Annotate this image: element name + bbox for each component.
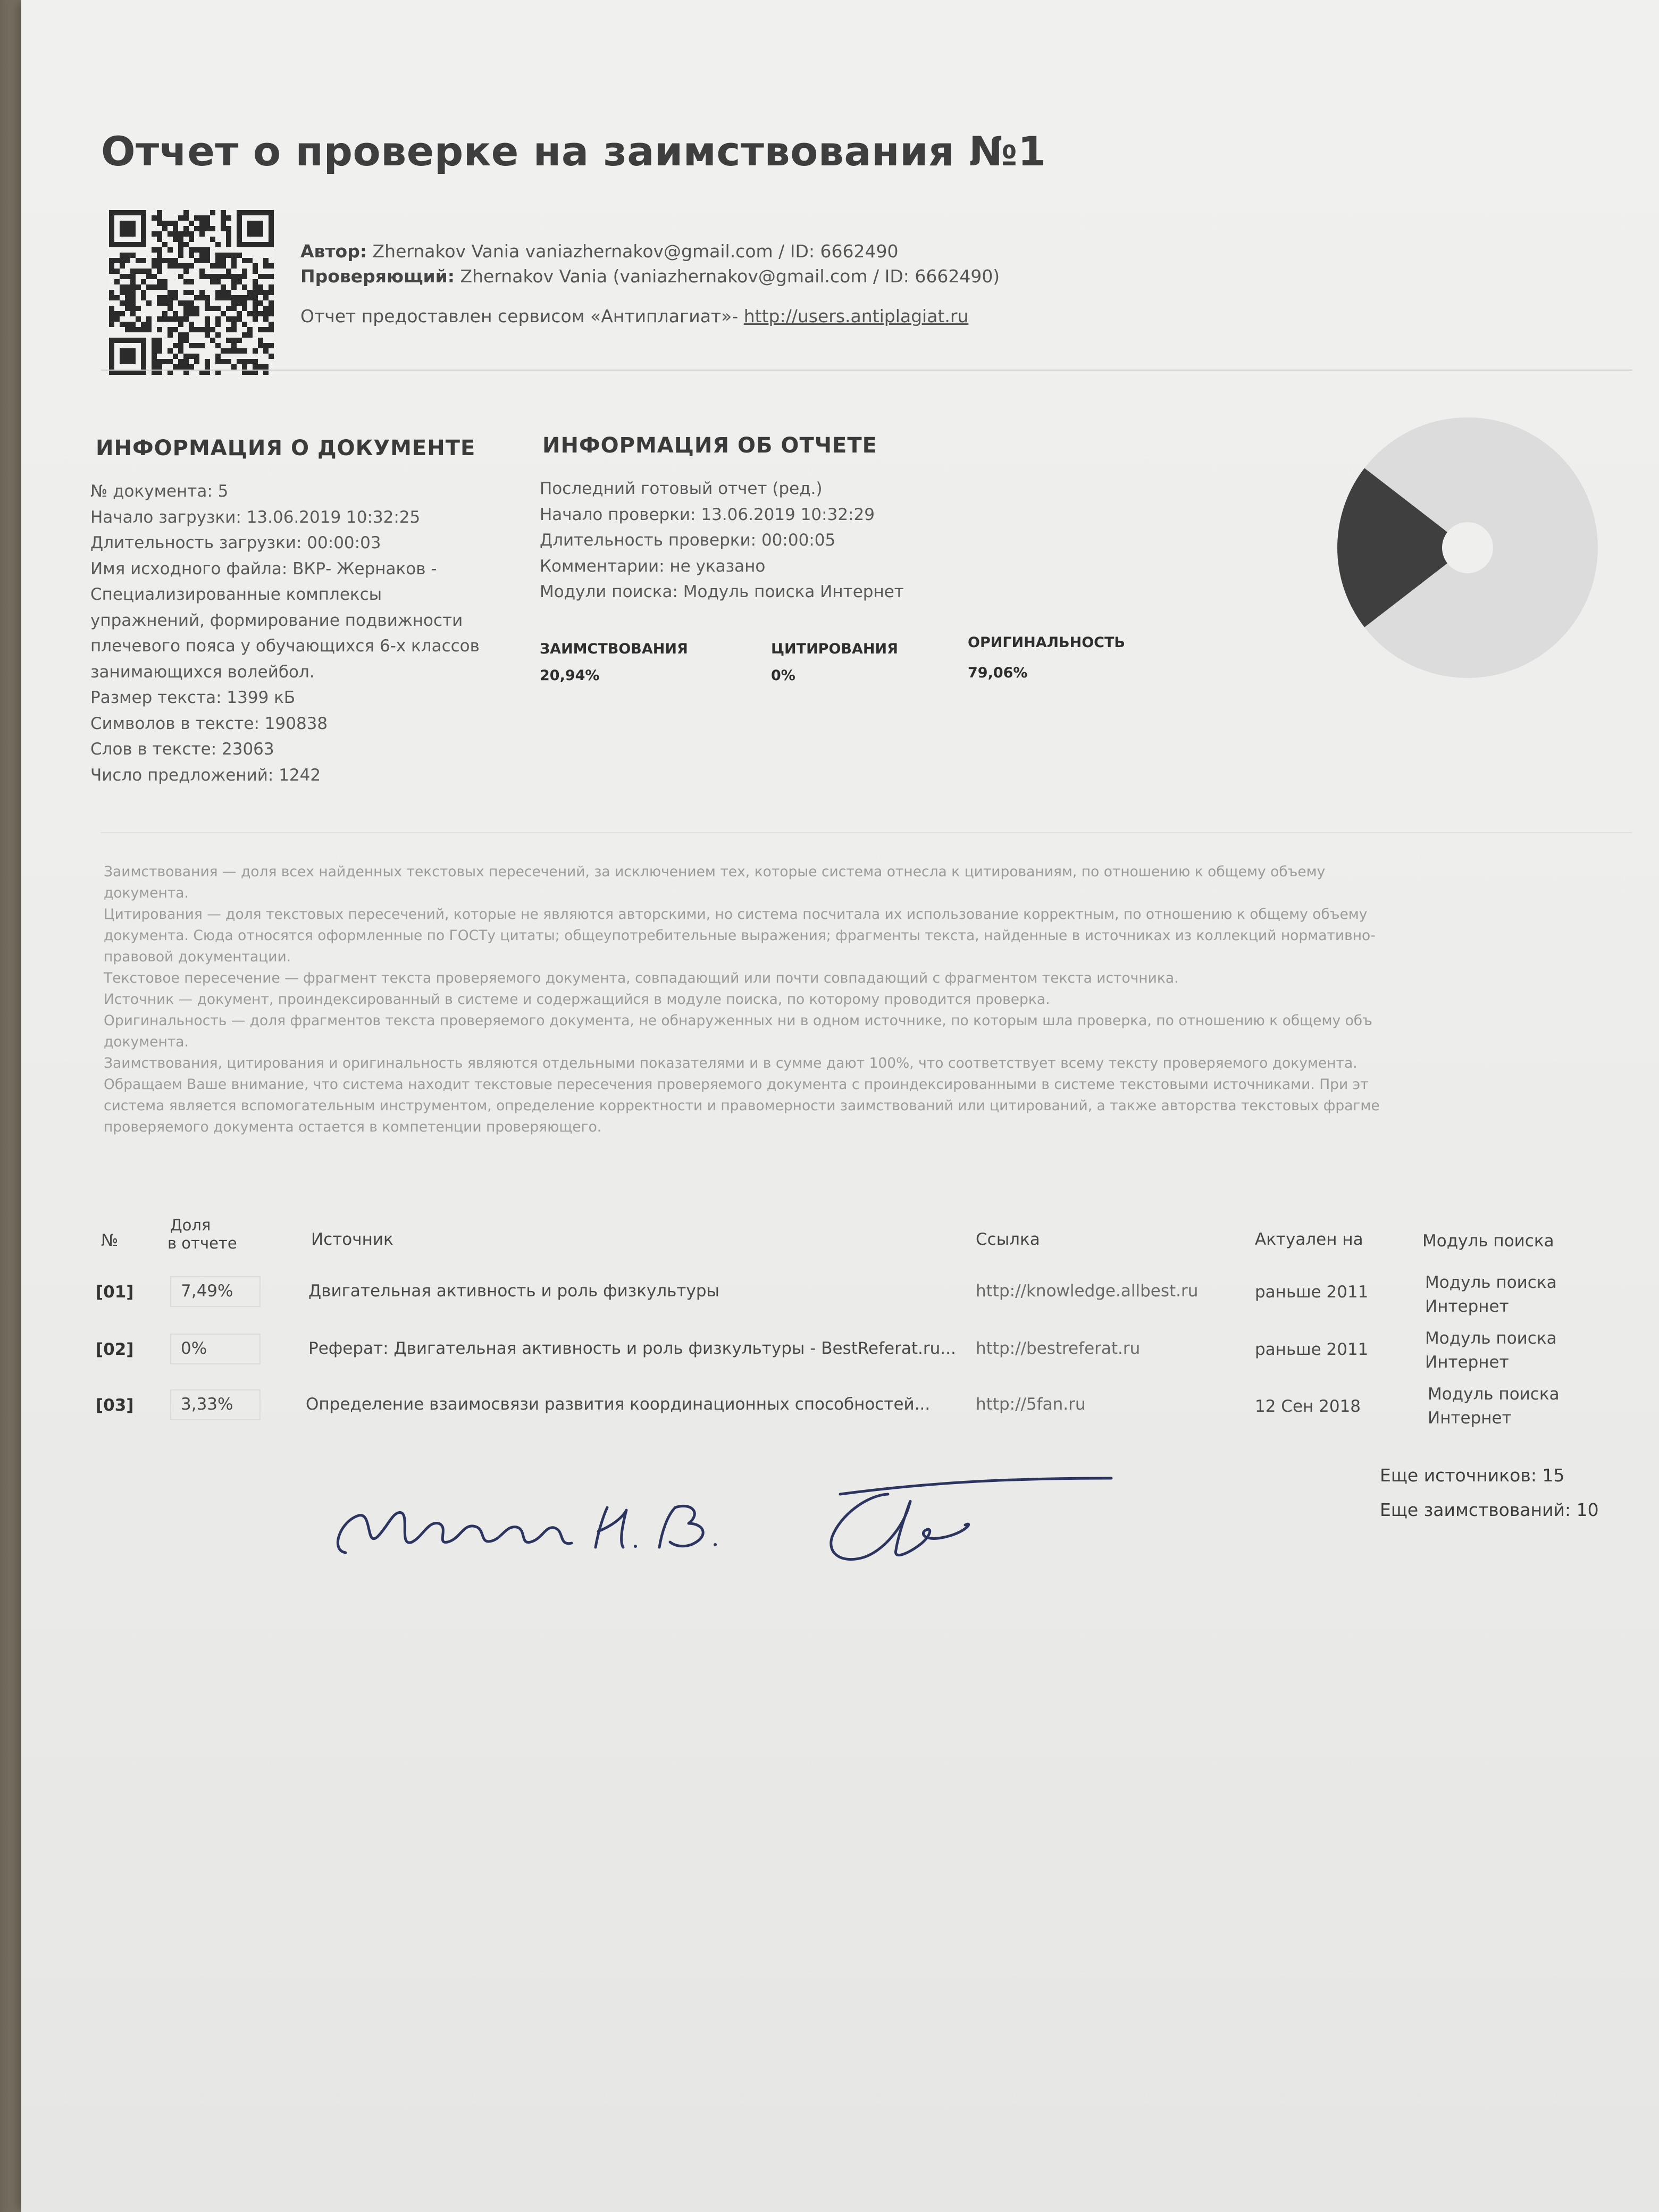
doc-info-list <box>90 479 480 788</box>
source-actual: 12 Сен 2018 <box>1255 1397 1361 1416</box>
source-title[interactable]: Реферат: Двигательная активность и роль физкультуры - BestReferat.ru... <box>308 1339 956 1358</box>
doc-info-heading: ИНФОРМАЦИЯ О ДОКУМЕНТЕ <box>96 436 476 460</box>
definitions-block <box>104 861 1630 1138</box>
provided-text: Отчет предоставлен сервисом «Антиплагиат»- <box>300 306 744 326</box>
divider <box>101 832 1632 833</box>
doc-info-line: Длительность загрузки: 00:00:03 <box>90 533 381 552</box>
report-info-line: Комментарии: не указано <box>540 556 766 576</box>
chart-hole <box>1442 522 1493 573</box>
doc-info-line: Символов в тексте: 190838 <box>90 714 328 733</box>
source-link[interactable]: http://5fan.ru <box>976 1395 1086 1414</box>
doc-info-line: Размер текста: 1399 кБ <box>90 688 296 707</box>
source-module <box>1428 1382 1560 1430</box>
source-module <box>1425 1327 1557 1375</box>
divider <box>101 370 1632 371</box>
originality-chart <box>1335 415 1601 681</box>
definition-line: Текстовое пересечение — фрагмент текста проверяемого документа, совпадающий или почти совпадающий с фрагментом текста источника. <box>104 970 1179 986</box>
qr-code <box>109 210 274 375</box>
checker-label: Проверяющий: <box>300 266 455 287</box>
definition-line: Заимствования, цитирования и оригинальность являются отдельными показателями и в сумме дают 100%, что соответствует всему тексту проверяемого документа. <box>104 1055 1358 1071</box>
definition-line: Оригинальность — доля фрагментов текста проверяемого документа, не обнаруженных ни в одном источнике, по которым шла проверка, по отношению к общему объ <box>104 1012 1372 1029</box>
source-id: [03] <box>96 1396 134 1415</box>
source-module-line: Интернет <box>1428 1409 1512 1428</box>
author-line <box>300 241 898 262</box>
source-link[interactable]: http://bestreferat.ru <box>976 1339 1141 1358</box>
source-actual: раньше 2011 <box>1255 1340 1369 1359</box>
source-module-line: Интернет <box>1425 1353 1509 1372</box>
col-header-actual: Актуален на <box>1255 1230 1363 1249</box>
definition-line: Обращаем Ваше внимание, что система находит текстовые пересечения проверяемого документа с проиндексированными в системе текстовыми источниками. При эт <box>104 1076 1369 1093</box>
report-title: Отчет о проверке на заимствования №1 <box>101 128 1046 175</box>
definition-line: Заимствования — доля всех найденных текстовых пересечений, за исключением тех, которые система отнесла к цитированиям, по отношению к общему объему <box>104 864 1326 880</box>
more-sources[interactable]: Еще источников: 15 <box>1380 1465 1565 1486</box>
borrowing-value: 20,94% <box>540 667 600 684</box>
col-header-link: Ссылка <box>976 1230 1040 1249</box>
author-label: Автор: <box>300 241 367 262</box>
col-header-source: Источник <box>311 1230 393 1249</box>
citation-value: 0% <box>771 667 795 684</box>
source-module-line: Модуль поиска <box>1425 1273 1557 1292</box>
col-header-share-line: Доля <box>170 1216 211 1234</box>
definition-line: документа. <box>104 885 189 901</box>
doc-info-line: плечевого пояса у обучающихся 6-х классов <box>90 636 480 656</box>
definition-line: правовой документации. <box>104 949 291 965</box>
citation-label: ЦИТИРОВАНИЯ <box>771 641 898 657</box>
report-info-line: Длительность проверки: 00:00:05 <box>540 531 836 550</box>
report-info-line: Последний готовый отчет (ред.) <box>540 479 823 498</box>
definition-line: Источник — документ, проиндексированный в системе и содержащийся в модуле поиска, по которому проводится проверка. <box>104 991 1050 1008</box>
originality-label: ОРИГИНАЛЬНОСТЬ <box>968 634 1125 651</box>
more-borrowings[interactable]: Еще заимствований: 10 <box>1380 1499 1599 1520</box>
service-link[interactable]: http://users.antiplagiat.ru <box>743 306 969 326</box>
report-info-line: Модули поиска: Модуль поиска Интернет <box>540 582 904 601</box>
source-share: 7,49% <box>181 1281 233 1301</box>
doc-info-line: упражнений, формирование подвижности <box>90 610 463 630</box>
definition-line: документа. <box>104 1034 189 1050</box>
col-header-share-line: в отчете <box>167 1234 237 1252</box>
definition-line: документа. Сюда относятся оформленные по ГОСТу цитаты; общеупотребительные выражения; фрагменты текста, найденные в источниках из коллекций нормативно- <box>104 927 1376 944</box>
definition-line: проверяемого документа остается в компетенции проверяющего. <box>104 1119 602 1135</box>
doc-info-line: Начало загрузки: 13.06.2019 10:32:25 <box>90 507 421 527</box>
doc-info-line: Специализированные комплексы <box>90 585 382 604</box>
doc-info-line: Слов в тексте: 23063 <box>90 740 274 759</box>
doc-info-line: Число предложений: 1242 <box>90 765 321 785</box>
definition-line: система является вспомогательным инструментом, определение корректности и правомерности заимствований или цитирований, а также авторства текстовых фрагме <box>104 1097 1380 1114</box>
source-module-line: Интернет <box>1425 1297 1509 1316</box>
provided-line <box>300 306 968 326</box>
doc-info-line: № документа: 5 <box>90 482 229 501</box>
originality-value: 79,06% <box>968 665 1028 681</box>
col-header-share <box>167 1216 237 1252</box>
source-share: 0% <box>181 1339 207 1358</box>
doc-info-line: занимающихся волейбол. <box>90 662 315 682</box>
report-info-list <box>540 476 904 605</box>
source-id: [02] <box>96 1340 134 1359</box>
source-share: 3,33% <box>181 1395 233 1414</box>
source-link[interactable]: http://knowledge.allbest.ru <box>976 1281 1199 1301</box>
source-title[interactable]: Определение взаимосвязи развития координационных способностей... <box>306 1395 931 1414</box>
checker-value: Zhernakov Vania (vaniazhernakov@gmail.com / ID: 6662490) <box>460 266 1000 287</box>
report-info-line: Начало проверки: 13.06.2019 10:32:29 <box>540 505 875 524</box>
borrowing-label: ЗАИМСТВОВАНИЯ <box>540 641 688 657</box>
col-header-num: № <box>101 1231 119 1250</box>
doc-info-line: Имя исходного файла: ВКР- Жернаков - <box>90 559 437 579</box>
checker-line <box>300 266 1000 287</box>
source-module-line: Модуль поиска <box>1428 1385 1560 1404</box>
col-header-module: Модуль поиска <box>1422 1231 1554 1251</box>
source-module <box>1425 1271 1557 1319</box>
author-value: Zhernakov Vania vaniazhernakov@gmail.com / ID: 6662490 <box>372 241 899 262</box>
handwritten-signature <box>308 1457 1127 1616</box>
report-page <box>21 0 1659 2212</box>
source-title[interactable]: Двигательная активность и роль физкультуры <box>308 1281 719 1301</box>
source-actual: раньше 2011 <box>1255 1283 1369 1302</box>
source-id: [01] <box>96 1283 134 1302</box>
report-info-heading: ИНФОРМАЦИЯ ОБ ОТЧЕТЕ <box>542 433 877 458</box>
source-module-line: Модуль поиска <box>1425 1329 1557 1348</box>
definition-line: Цитирования — доля текстовых пересечений, которые не являются авторскими, но система посчитала их использование корректным, по отношению к общему объему <box>104 906 1368 923</box>
